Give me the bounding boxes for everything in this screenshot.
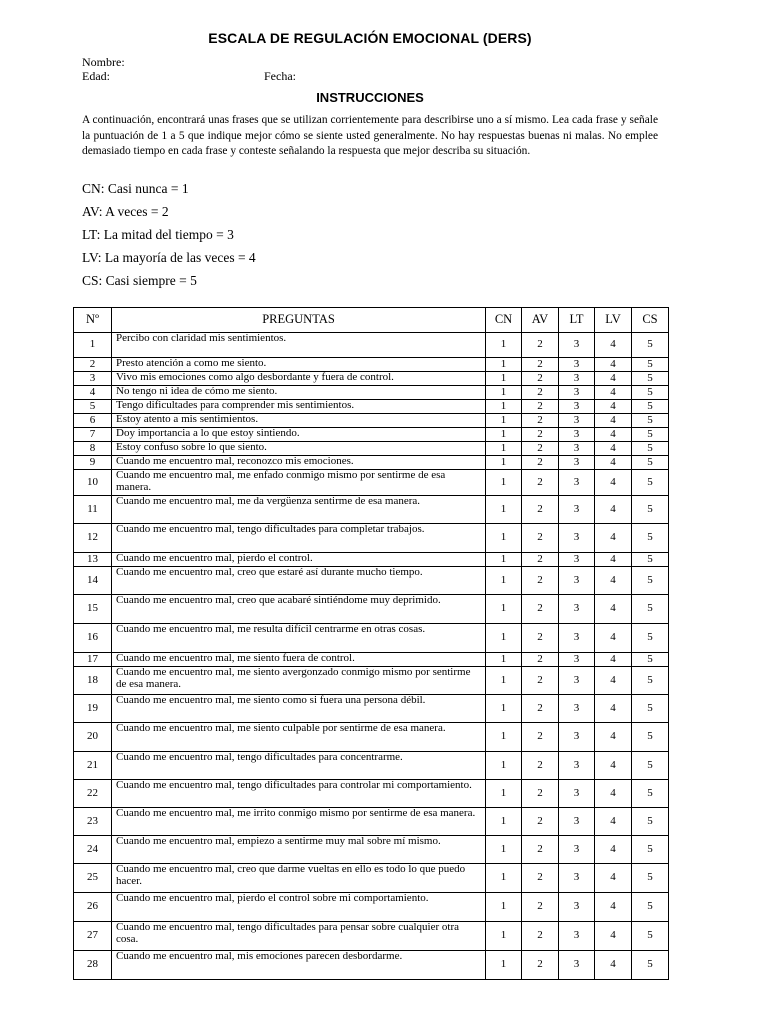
- question-text: Cuando me encuentro mal, reconozco mis emociones.: [112, 456, 486, 470]
- question-number: 7: [74, 428, 112, 442]
- answer-option-lt[interactable]: 3: [559, 567, 595, 595]
- answer-option-lt[interactable]: 3: [559, 667, 595, 695]
- answer-option-cn[interactable]: 1: [486, 358, 522, 372]
- answer-option-lt[interactable]: 3: [559, 836, 595, 864]
- question-number: 6: [74, 414, 112, 428]
- answer-option-av[interactable]: 2: [522, 752, 559, 780]
- answer-option-cn[interactable]: 1: [486, 414, 522, 428]
- scale-av: AV: A veces = 2: [82, 204, 169, 219]
- fecha-label: Fecha:: [264, 69, 296, 83]
- table-row: [74, 567, 669, 595]
- answer-option-lv[interactable]: 4: [595, 442, 632, 456]
- answer-option-lt[interactable]: 3: [559, 595, 595, 624]
- instructions-text: A continuación, encontrará unas frases que se utilizan corrientemente para describirse uno a sí mismo. Lea cada frase y señale la puntuación de 1 a 5 que indique mejor cómo se siente usted generalmente. No hay respuestas buenas ni malas. No emplee demasiado tiempo en cada frase y conteste señalando la respuesta que mejor describa su situación.: [82, 114, 658, 158]
- answer-option-lt[interactable]: 3: [559, 864, 595, 893]
- table-row: [74, 456, 669, 470]
- question-text: Vivo mis emociones como algo desbordante y fuera de control.: [112, 372, 486, 386]
- answer-option-cn[interactable]: 1: [486, 836, 522, 864]
- answer-option-av[interactable]: 2: [522, 667, 559, 695]
- question-number: 28: [74, 951, 112, 980]
- question-number: 19: [74, 695, 112, 723]
- answer-option-lt[interactable]: 3: [559, 358, 595, 372]
- answer-option-lv[interactable]: 4: [595, 922, 632, 951]
- question-text: Cuando me encuentro mal, tengo dificultades para concentrarme.: [112, 752, 486, 780]
- answer-option-cs[interactable]: 5: [632, 372, 669, 386]
- answer-option-lt[interactable]: 3: [559, 414, 595, 428]
- answer-option-cs[interactable]: 5: [632, 723, 669, 752]
- answer-option-lt[interactable]: 3: [559, 333, 595, 358]
- answer-option-lv[interactable]: 4: [595, 428, 632, 442]
- table-row: [74, 752, 669, 780]
- answer-option-cs[interactable]: 5: [632, 752, 669, 780]
- question-text: Cuando me encuentro mal, me siento fuera de control.: [112, 653, 486, 667]
- table-row: [74, 922, 669, 951]
- header-lt: LT: [559, 308, 595, 333]
- answer-option-cn[interactable]: 1: [486, 780, 522, 808]
- answer-option-lt[interactable]: 3: [559, 723, 595, 752]
- header-av: AV: [522, 308, 559, 333]
- answer-option-cn[interactable]: 1: [486, 400, 522, 414]
- answer-option-av[interactable]: 2: [522, 358, 559, 372]
- table-row: [74, 470, 669, 496]
- answer-option-av[interactable]: 2: [522, 836, 559, 864]
- answer-option-lv[interactable]: 4: [595, 836, 632, 864]
- question-text: Cuando me encuentro mal, me da vergüenza sentirme de esa manera.: [112, 496, 486, 524]
- answer-option-lv[interactable]: 4: [595, 456, 632, 470]
- question-text: Estoy confuso sobre lo que siento.: [112, 442, 486, 456]
- table-row: [74, 400, 669, 414]
- table-row: [74, 524, 669, 553]
- question-text: Cuando me encuentro mal, creo que estaré así durante mucho tiempo.: [112, 567, 486, 595]
- answer-option-cs[interactable]: 5: [632, 442, 669, 456]
- question-number: 13: [74, 553, 112, 567]
- answer-option-cn[interactable]: 1: [486, 470, 522, 496]
- table-body: [74, 333, 669, 980]
- question-text: Cuando me encuentro mal, tengo dificultades para controlar mi comportamiento.: [112, 780, 486, 808]
- answer-option-lt[interactable]: 3: [559, 386, 595, 400]
- answer-option-av[interactable]: 2: [522, 922, 559, 951]
- answer-option-cn[interactable]: 1: [486, 752, 522, 780]
- answer-option-lt[interactable]: 3: [559, 951, 595, 980]
- question-text: Estoy atento a mis sentimientos.: [112, 414, 486, 428]
- answer-option-lt[interactable]: 3: [559, 808, 595, 836]
- question-number: 24: [74, 836, 112, 864]
- answer-option-cs[interactable]: 5: [632, 893, 669, 922]
- answer-option-cn[interactable]: 1: [486, 922, 522, 951]
- answer-option-lt[interactable]: 3: [559, 496, 595, 524]
- answer-option-cn[interactable]: 1: [486, 864, 522, 893]
- answer-option-av[interactable]: 2: [522, 723, 559, 752]
- answer-option-lt[interactable]: 3: [559, 470, 595, 496]
- answer-option-lv[interactable]: 4: [595, 951, 632, 980]
- answer-option-cs[interactable]: 5: [632, 864, 669, 893]
- answer-option-cs[interactable]: 5: [632, 808, 669, 836]
- question-text: Cuando me encuentro mal, pierdo el control.: [112, 553, 486, 567]
- answer-option-lv[interactable]: 4: [595, 624, 632, 653]
- answer-option-av[interactable]: 2: [522, 456, 559, 470]
- answer-option-lv[interactable]: 4: [595, 372, 632, 386]
- answer-option-av[interactable]: 2: [522, 400, 559, 414]
- answer-option-cs[interactable]: 5: [632, 496, 669, 524]
- question-text: Tengo dificultades para comprender mis sentimientos.: [112, 400, 486, 414]
- question-number: 16: [74, 624, 112, 653]
- answer-option-cn[interactable]: 1: [486, 456, 522, 470]
- header-cs: CS: [632, 308, 669, 333]
- answer-option-cs[interactable]: 5: [632, 624, 669, 653]
- answer-option-cs[interactable]: 5: [632, 456, 669, 470]
- answer-option-av[interactable]: 2: [522, 372, 559, 386]
- question-number: 14: [74, 567, 112, 595]
- answer-option-lt[interactable]: 3: [559, 442, 595, 456]
- answer-option-lv[interactable]: 4: [595, 667, 632, 695]
- question-number: 5: [74, 400, 112, 414]
- table-row: [74, 951, 669, 980]
- answer-option-lv[interactable]: 4: [595, 333, 632, 358]
- header-number: Nº: [74, 308, 112, 333]
- question-number: 25: [74, 864, 112, 893]
- answer-option-lv[interactable]: 4: [595, 553, 632, 567]
- answer-option-lt[interactable]: 3: [559, 653, 595, 667]
- table-header-row: [74, 308, 669, 333]
- answer-option-cs[interactable]: 5: [632, 780, 669, 808]
- table-row: [74, 667, 669, 695]
- question-number: 26: [74, 893, 112, 922]
- answer-option-lt[interactable]: 3: [559, 922, 595, 951]
- answer-option-lv[interactable]: 4: [595, 653, 632, 667]
- table-row: [74, 864, 669, 893]
- question-number: 2: [74, 358, 112, 372]
- answer-option-lv[interactable]: 4: [595, 752, 632, 780]
- nombre-label: Nombre:: [82, 55, 125, 69]
- answer-option-cs[interactable]: 5: [632, 553, 669, 567]
- answer-option-lt[interactable]: 3: [559, 553, 595, 567]
- header-preguntas: PREGUNTAS: [112, 308, 486, 333]
- header-lv: LV: [595, 308, 632, 333]
- answer-option-av[interactable]: 2: [522, 428, 559, 442]
- question-number: 15: [74, 595, 112, 624]
- answer-option-cs[interactable]: 5: [632, 595, 669, 624]
- answer-option-lt[interactable]: 3: [559, 624, 595, 653]
- header-cn: CN: [486, 308, 522, 333]
- answer-option-lv[interactable]: 4: [595, 496, 632, 524]
- answer-option-cn[interactable]: 1: [486, 333, 522, 358]
- question-number: 4: [74, 386, 112, 400]
- edad-label: Edad:: [82, 69, 110, 83]
- answer-option-cn[interactable]: 1: [486, 695, 522, 723]
- answer-option-cn[interactable]: 1: [486, 893, 522, 922]
- question-text: Cuando me encuentro mal, empiezo a sentirme muy mal sobre mí mismo.: [112, 836, 486, 864]
- answer-option-cn[interactable]: 1: [486, 951, 522, 980]
- question-number: 8: [74, 442, 112, 456]
- question-text: Cuando me encuentro mal, me irrito conmigo mismo por sentirme de esa manera.: [112, 808, 486, 836]
- answer-option-cs[interactable]: 5: [632, 524, 669, 553]
- question-number: 20: [74, 723, 112, 752]
- question-number: 21: [74, 752, 112, 780]
- answer-option-cn[interactable]: 1: [486, 524, 522, 553]
- scale-lt: LT: La mitad del tiempo = 3: [82, 227, 234, 242]
- answer-option-cn[interactable]: 1: [486, 808, 522, 836]
- answer-option-cn[interactable]: 1: [486, 595, 522, 624]
- answer-option-lt[interactable]: 3: [559, 893, 595, 922]
- table-row: [74, 358, 669, 372]
- scale-lv: LV: La mayoría de las veces = 4: [82, 250, 256, 265]
- instructions-heading: INSTRUCCIONES: [316, 90, 424, 105]
- answer-option-av[interactable]: 2: [522, 808, 559, 836]
- answer-option-cn[interactable]: 1: [486, 553, 522, 567]
- table-row: [74, 695, 669, 723]
- answer-option-lt[interactable]: 3: [559, 372, 595, 386]
- question-text: Cuando me encuentro mal, me enfado conmigo mismo por sentirme de esa manera.: [112, 470, 486, 496]
- answer-option-lt[interactable]: 3: [559, 780, 595, 808]
- answer-option-lt[interactable]: 3: [559, 400, 595, 414]
- question-text: Cuando me encuentro mal, tengo dificultades para pensar sobre cualquier otra cosa.: [112, 922, 486, 951]
- table-row: [74, 372, 669, 386]
- page-title: ESCALA DE REGULACIÓN EMOCIONAL (DERS): [208, 30, 532, 46]
- answer-option-cn[interactable]: 1: [486, 624, 522, 653]
- answer-option-lv[interactable]: 4: [595, 470, 632, 496]
- answer-option-lt[interactable]: 3: [559, 752, 595, 780]
- answer-option-av[interactable]: 2: [522, 442, 559, 456]
- answer-option-lv[interactable]: 4: [595, 567, 632, 595]
- answer-option-cs[interactable]: 5: [632, 358, 669, 372]
- answer-option-cs[interactable]: 5: [632, 695, 669, 723]
- question-number: 17: [74, 653, 112, 667]
- answer-option-cs[interactable]: 5: [632, 951, 669, 980]
- answer-option-cs[interactable]: 5: [632, 428, 669, 442]
- answer-option-lv[interactable]: 4: [595, 808, 632, 836]
- table-row: [74, 836, 669, 864]
- answer-option-lv[interactable]: 4: [595, 400, 632, 414]
- answer-option-cn[interactable]: 1: [486, 428, 522, 442]
- scale-cn: CN: Casi nunca = 1: [82, 181, 189, 196]
- question-number: 12: [74, 524, 112, 553]
- answer-option-cs[interactable]: 5: [632, 667, 669, 695]
- question-text: Cuando me encuentro mal, me resulta difícil centrarme en otras cosas.: [112, 624, 486, 653]
- answer-option-av[interactable]: 2: [522, 624, 559, 653]
- question-text: Presto atención a como me siento.: [112, 358, 486, 372]
- answer-option-cn[interactable]: 1: [486, 442, 522, 456]
- question-number: 1: [74, 333, 112, 358]
- answer-option-cs[interactable]: 5: [632, 470, 669, 496]
- answer-option-cs[interactable]: 5: [632, 836, 669, 864]
- question-number: 11: [74, 496, 112, 524]
- answer-option-cn[interactable]: 1: [486, 667, 522, 695]
- scale-cs: CS: Casi siempre = 5: [82, 273, 197, 288]
- question-number: 10: [74, 470, 112, 496]
- answer-option-lt[interactable]: 3: [559, 428, 595, 442]
- question-text: Doy importancia a lo que estoy sintiendo.: [112, 428, 486, 442]
- table-row: [74, 624, 669, 653]
- answer-option-cs[interactable]: 5: [632, 400, 669, 414]
- answer-option-av[interactable]: 2: [522, 496, 559, 524]
- answer-option-av[interactable]: 2: [522, 893, 559, 922]
- answer-option-av[interactable]: 2: [522, 524, 559, 553]
- answer-option-lv[interactable]: 4: [595, 386, 632, 400]
- question-number: 23: [74, 808, 112, 836]
- answer-option-lv[interactable]: 4: [595, 595, 632, 624]
- answer-option-lt[interactable]: 3: [559, 695, 595, 723]
- answer-option-cn[interactable]: 1: [486, 372, 522, 386]
- answer-option-av[interactable]: 2: [522, 414, 559, 428]
- answer-option-av[interactable]: 2: [522, 653, 559, 667]
- answer-option-lv[interactable]: 4: [595, 358, 632, 372]
- answer-option-av[interactable]: 2: [522, 695, 559, 723]
- answer-option-lt[interactable]: 3: [559, 456, 595, 470]
- table-row: [74, 780, 669, 808]
- answer-option-av[interactable]: 2: [522, 780, 559, 808]
- answer-option-av[interactable]: 2: [522, 567, 559, 595]
- answer-option-lv[interactable]: 4: [595, 780, 632, 808]
- question-text: Cuando me encuentro mal, me siento avergonzado conmigo mismo por sentirme de esa manera.: [112, 667, 486, 695]
- table-row: [74, 723, 669, 752]
- answer-option-av[interactable]: 2: [522, 595, 559, 624]
- answer-option-cs[interactable]: 5: [632, 653, 669, 667]
- answer-option-lv[interactable]: 4: [595, 864, 632, 893]
- answer-option-av[interactable]: 2: [522, 470, 559, 496]
- answer-option-cn[interactable]: 1: [486, 386, 522, 400]
- answer-option-lt[interactable]: 3: [559, 524, 595, 553]
- table-row: [74, 442, 669, 456]
- table-row: [74, 386, 669, 400]
- question-text: Percibo con claridad mis sentimientos.: [112, 333, 486, 358]
- table-row: [74, 414, 669, 428]
- question-text: Cuando me encuentro mal, mis emociones parecen desbordarme.: [112, 951, 486, 980]
- question-text: Cuando me encuentro mal, me siento culpable por sentirme de esa manera.: [112, 723, 486, 752]
- answer-option-av[interactable]: 2: [522, 951, 559, 980]
- answer-option-av[interactable]: 2: [522, 386, 559, 400]
- answer-option-lv[interactable]: 4: [595, 695, 632, 723]
- answer-option-cs[interactable]: 5: [632, 386, 669, 400]
- answer-option-cn[interactable]: 1: [486, 567, 522, 595]
- question-number: 18: [74, 667, 112, 695]
- question-text: Cuando me encuentro mal, creo que darme vueltas en ello es todo lo que puedo hacer.: [112, 864, 486, 893]
- table-row: [74, 428, 669, 442]
- question-number: 27: [74, 922, 112, 951]
- answer-option-cn[interactable]: 1: [486, 653, 522, 667]
- answer-option-av[interactable]: 2: [522, 864, 559, 893]
- answer-option-cs[interactable]: 5: [632, 567, 669, 595]
- table-row: [74, 496, 669, 524]
- answer-option-lv[interactable]: 4: [595, 414, 632, 428]
- answer-option-cs[interactable]: 5: [632, 922, 669, 951]
- table-row: [74, 808, 669, 836]
- question-number: 3: [74, 372, 112, 386]
- answer-option-cn[interactable]: 1: [486, 723, 522, 752]
- answer-option-lv[interactable]: 4: [595, 893, 632, 922]
- question-number: 22: [74, 780, 112, 808]
- question-text: Cuando me encuentro mal, pierdo el control sobre mi comportamiento.: [112, 893, 486, 922]
- question-text: Cuando me encuentro mal, me siento como si fuera una persona débil.: [112, 695, 486, 723]
- question-text: Cuando me encuentro mal, tengo dificultades para completar trabajos.: [112, 524, 486, 553]
- table-row: [74, 595, 669, 624]
- answer-option-av[interactable]: 2: [522, 553, 559, 567]
- answer-option-lv[interactable]: 4: [595, 524, 632, 553]
- answer-option-cn[interactable]: 1: [486, 496, 522, 524]
- answer-option-cs[interactable]: 5: [632, 333, 669, 358]
- table-row: [74, 333, 669, 358]
- question-text: Cuando me encuentro mal, creo que acabaré sintiéndome muy deprimido.: [112, 595, 486, 624]
- table-row: [74, 553, 669, 567]
- question-text: No tengo ni idea de cómo me siento.: [112, 386, 486, 400]
- table-row: [74, 653, 669, 667]
- question-number: 9: [74, 456, 112, 470]
- ders-table: [73, 307, 669, 980]
- table-row: [74, 893, 669, 922]
- answer-option-av[interactable]: 2: [522, 333, 559, 358]
- answer-option-cs[interactable]: 5: [632, 414, 669, 428]
- answer-option-lv[interactable]: 4: [595, 723, 632, 752]
